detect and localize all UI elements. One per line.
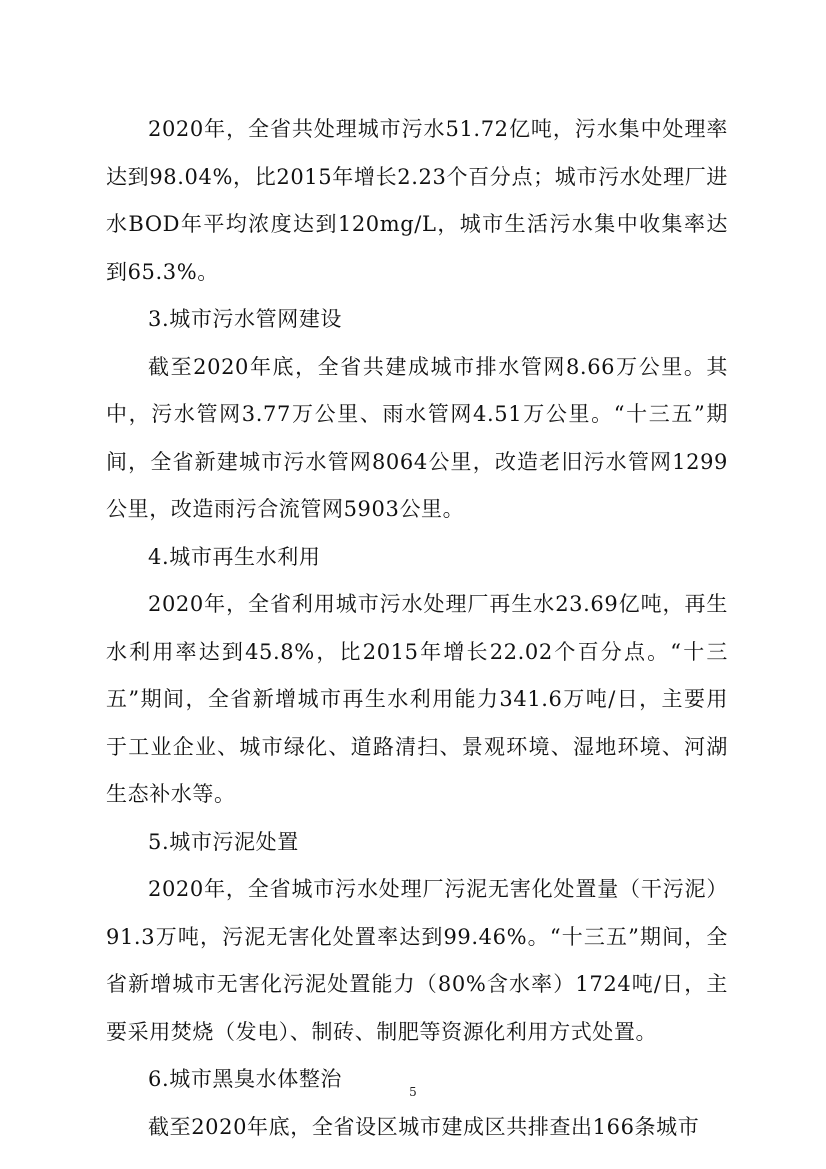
paragraph-sewage-network: 截至2020年底，全省共建成城市排水管网8.66万公里。其中，污水管网3.77万公里、雨水管网4.51万公里。“十三五”期间，全省新建城市污水管网8064公里，改造老旧污水管网1299公里，改造雨污合流管网5903公里。 — [106, 354, 728, 521]
section-heading-sewage-network: 3.城市污水管网建设 — [148, 307, 343, 331]
page-number: 5 — [409, 1085, 417, 1099]
document-body — [106, 106, 728, 1151]
section-heading-black-odorous-water: 6.城市黑臭水体整治 — [148, 1067, 343, 1091]
section-heading-sludge-disposal: 5.城市污泥处置 — [148, 829, 299, 854]
paragraph-reclaimed-water: 2020年，全省利用城市污水处理厂再生水23.69亿吨，再生水利用率达到45.8%，比2015年增长22.02个百分点。“十三五”期间，全省新增城市再生水利用能力341.6万吨/日，主要用于工业企业、城市绿化、道路清扫、景观环境、湿地环境、河湖生态补水等。 — [106, 592, 728, 806]
paragraph-sludge-disposal: 2020年，全省城市污水处理厂污泥无害化处置量（干污泥）91.3万吨，污泥无害化处置率达到99.46%。“十三五”期间，全省新增城市无害化污泥处置能力（80%含水率）1724吨/日，主要采用焚烧（发电）、制砖、制肥等资源化利用方式处置。 — [106, 877, 728, 1044]
paragraph-sewage-treatment: 2020年，全省共处理城市污水51.72亿吨，污水集中处理率达到98.04%，比2015年增长2.23个百分点；城市污水处理厂进水BOD年平均浓度达到120mg/L，城市生活污水集中收集率达到65.3%。 — [106, 117, 728, 284]
section-heading-reclaimed-water: 4.城市再生水利用 — [148, 544, 321, 569]
paragraph-black-odorous-water: 截至2020年底，全省设区城市建成区共排查出166条城市 — [148, 1114, 700, 1139]
